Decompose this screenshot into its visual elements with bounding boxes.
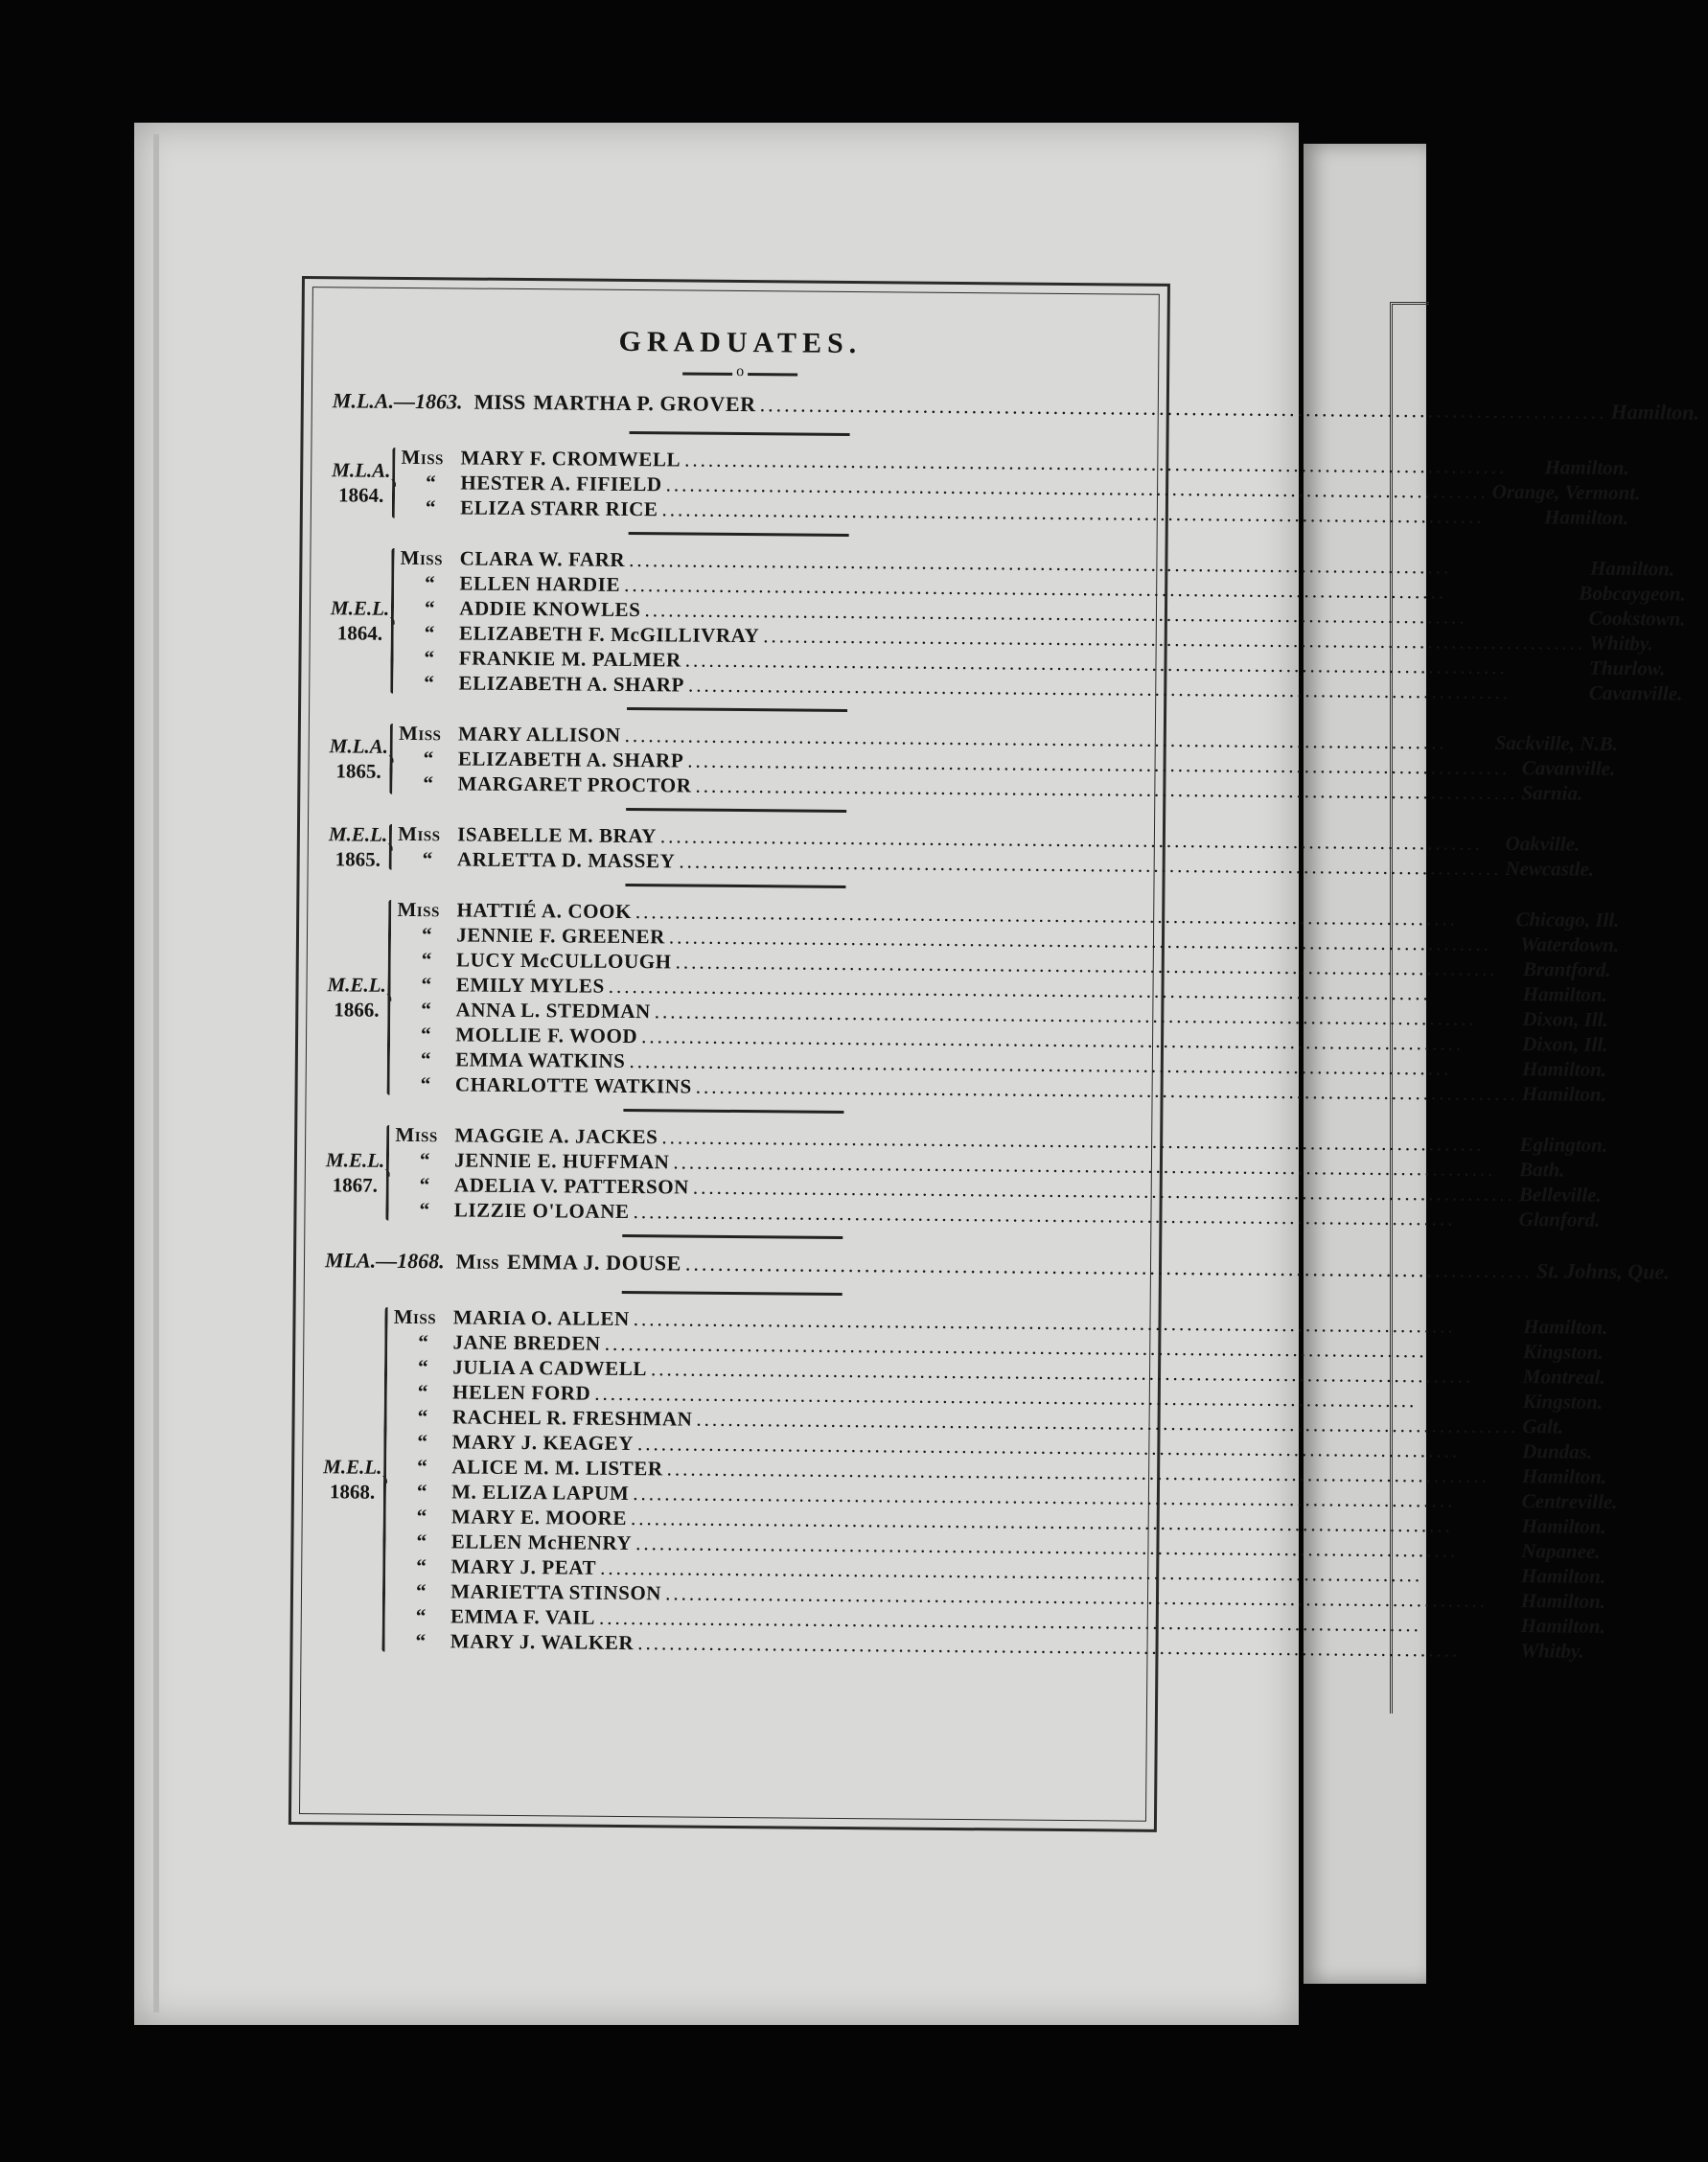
- graduate-place: Brantford.: [1522, 957, 1611, 981]
- graduate-place: Cavanville.: [1521, 756, 1616, 780]
- prefix: Miss: [395, 1122, 438, 1147]
- graduate-name: ADDIE KNOWLES: [459, 596, 641, 622]
- graduate-name: JENNIE F. GREENER: [456, 923, 666, 949]
- graduate-place: Sarnia.: [1521, 781, 1583, 805]
- brace: [392, 448, 396, 518]
- prefix: “: [421, 998, 431, 1022]
- divider: [626, 808, 846, 813]
- graduate-place: Dundas.: [1522, 1439, 1593, 1463]
- graduate-name: MARY J. KEAGEY: [451, 1430, 635, 1456]
- group-label: [327, 897, 387, 1097]
- brace: [390, 548, 394, 694]
- degree-label: M.L.A.: [332, 458, 391, 482]
- divider: [625, 884, 845, 888]
- graduate-name: ELLEN McHENRY: [450, 1530, 633, 1555]
- degree-label: MLA.—1868.: [324, 1248, 445, 1274]
- graduate-place: Whitby.: [1589, 631, 1653, 656]
- graduate-name: MARY E. MOORE: [450, 1505, 628, 1530]
- group-label: [321, 1304, 382, 1654]
- graduate-place: Chicago, Ill.: [1515, 908, 1620, 932]
- divider: [623, 1109, 843, 1114]
- graduate-name: MARIETTA STINSON: [450, 1579, 662, 1605]
- graduate-place: Cookstown.: [1588, 606, 1686, 631]
- degree-label: M.E.L.: [327, 973, 386, 997]
- graduate-group: [332, 445, 1641, 530]
- graduate-name: HATTIÉ A. COOK: [456, 898, 633, 924]
- graduate-place: Hamilton.: [1521, 1057, 1607, 1081]
- prefix: Miss: [400, 545, 444, 570]
- year-label: 1865.: [335, 847, 381, 871]
- prefix: “: [424, 596, 435, 620]
- degree-label: M.L.A.—1863.: [332, 388, 463, 414]
- brace: [390, 724, 394, 794]
- graduate-name: MARY J. PEAT: [450, 1554, 597, 1579]
- graduate-name: EMILY MYLES: [455, 973, 605, 998]
- group-label: [332, 445, 391, 520]
- prefix: Miss: [393, 1304, 437, 1329]
- graduate-name: ANNA L. STEDMAN: [455, 998, 651, 1024]
- graduate-place: Kingston.: [1522, 1390, 1604, 1414]
- prefix: Miss: [401, 445, 445, 470]
- divider: [622, 1291, 842, 1296]
- graduate-groups: [325, 445, 1686, 1241]
- graduate-name: EMMA WATKINS: [455, 1047, 626, 1072]
- prefix: “: [416, 1530, 427, 1553]
- page-title: GRADUATES.: [618, 325, 863, 360]
- graduate-place: Cavanville.: [1588, 680, 1683, 705]
- divider: [622, 1234, 842, 1239]
- graduate-place: Hamilton.: [1543, 505, 1629, 530]
- graduate-place: Hamilton.: [1521, 1514, 1606, 1538]
- prefix: Miss: [399, 721, 442, 746]
- prefix: “: [425, 571, 435, 595]
- graduate-place: Dixon, Ill.: [1522, 1032, 1608, 1056]
- graduate-name: ELIZABETH A. SHARP: [457, 747, 684, 772]
- graduate-name: ISABELLE M. BRAY: [457, 822, 658, 848]
- graduate-name: JANE BREDEN: [452, 1330, 601, 1355]
- group-label: [325, 1122, 384, 1223]
- brace: [386, 1125, 390, 1221]
- graduate-place: Hamilton.: [1522, 982, 1607, 1006]
- year-label: 1865.: [335, 759, 381, 783]
- prefix: “: [425, 495, 436, 519]
- year-label: 1864.: [336, 621, 383, 645]
- prefix: “: [418, 1330, 428, 1354]
- graduate-name: FRANKIE M. PALMER: [458, 646, 681, 672]
- graduate-place: Napanee.: [1521, 1539, 1601, 1563]
- prefix: “: [417, 1380, 428, 1404]
- divider: [629, 532, 849, 537]
- divider: [627, 707, 847, 712]
- prefix: “: [421, 1023, 431, 1046]
- prefix: “: [419, 1198, 430, 1222]
- graduate-name: ELIZA STARR RICE: [460, 495, 658, 521]
- graduate-name: JULIA A CADWELL: [452, 1355, 648, 1381]
- graduate-group: [328, 821, 1595, 881]
- graduates-list: [321, 317, 1700, 1664]
- graduate-name: MARY ALLISON: [458, 722, 621, 747]
- graduate-place: Hamilton.: [1589, 556, 1675, 581]
- graduate-place: Hamilton.: [1610, 399, 1700, 425]
- graduate-place: Glanford.: [1518, 1208, 1601, 1231]
- graduate-group: [327, 897, 1620, 1106]
- prefix: Miss: [397, 897, 440, 922]
- graduate-name: MOLLIE F. WOOD: [455, 1023, 638, 1048]
- prefix: “: [424, 621, 435, 645]
- page-edge: [153, 134, 159, 2012]
- entry-1863: [332, 388, 1700, 426]
- graduate-name: EMMA F. VAIL: [450, 1604, 596, 1629]
- graduate-place: Hamilton.: [1520, 1564, 1606, 1588]
- graduate-group: [329, 721, 1619, 805]
- graduate-place: Bobcaygeon.: [1579, 581, 1686, 606]
- graduate-group: [321, 1304, 1618, 1663]
- graduate-name: LIZZIE O'LOANE: [453, 1198, 630, 1224]
- graduate-place: Belleville.: [1518, 1183, 1602, 1207]
- prefix: “: [424, 646, 435, 670]
- degree-label: M.E.L.: [323, 1455, 382, 1479]
- prefix: “: [417, 1455, 427, 1479]
- graduate-place: Eglington.: [1519, 1133, 1608, 1157]
- prefix: “: [416, 1505, 427, 1529]
- year-label: 1867.: [332, 1173, 379, 1197]
- graduate-name: EMMA J. DOUSE: [506, 1249, 682, 1276]
- graduate-group: [325, 1122, 1608, 1231]
- graduate-place: Hamilton.: [1523, 1315, 1608, 1339]
- graduate-name: MARY J. WALKER: [450, 1629, 635, 1655]
- graduate-name: RACHEL R. FRESHMAN: [451, 1405, 693, 1431]
- graduate-name: ARLETTA D. MASSEY: [456, 847, 676, 873]
- brace: [389, 824, 392, 870]
- prefix: “: [421, 973, 432, 997]
- graduate-place: Thurlow.: [1588, 656, 1666, 680]
- title-ornament: o: [333, 359, 1147, 387]
- prefix: “: [417, 1430, 428, 1454]
- graduate-place: Centreville.: [1521, 1489, 1618, 1514]
- graduate-name: HELEN FORD: [452, 1380, 591, 1405]
- graduate-place: Waterdown.: [1520, 932, 1620, 957]
- year-label: 1864.: [337, 483, 384, 507]
- graduate-place: Hamilton.: [1521, 1464, 1607, 1488]
- prefix: “: [422, 847, 433, 871]
- graduate-name: ELLEN HARDIE: [459, 571, 621, 596]
- prefix: “: [421, 948, 432, 972]
- graduate-name: ALICE M. M. LISTER: [451, 1455, 663, 1481]
- prefix: “: [424, 671, 434, 695]
- prefix: Miss: [398, 821, 441, 846]
- prefix: Miss: [455, 1249, 500, 1274]
- graduate-place: Sackville, N.B.: [1494, 730, 1619, 755]
- graduate-group-1868: [321, 1304, 1618, 1663]
- graduate-name: MARY F. CROMWELL: [460, 446, 681, 472]
- graduates-frame: [289, 276, 1700, 1832]
- prefix: “: [421, 923, 432, 947]
- prefix: “: [417, 1355, 428, 1379]
- prefix: MISS: [473, 389, 526, 415]
- graduate-name: MARTHA P. GROVER: [533, 390, 756, 417]
- prefix: “: [415, 1604, 427, 1628]
- graduate-name: MARGARET PROCTOR: [457, 771, 692, 797]
- graduate-place: Hamilton.: [1520, 1589, 1606, 1613]
- prefix: “: [416, 1480, 427, 1504]
- brace: [382, 1307, 388, 1652]
- entry-1868-mla: [324, 1248, 1670, 1285]
- degree-label: M.E.L.: [328, 822, 388, 846]
- divider: [630, 431, 850, 436]
- graduate-place: Newcastle.: [1505, 856, 1595, 881]
- graduate-name: MAGGIE A. JACKES: [454, 1123, 658, 1149]
- graduate-name: LUCY McCULLOUGH: [455, 948, 672, 974]
- prefix: “: [417, 1405, 428, 1429]
- brace: [387, 900, 392, 1095]
- prefix: “: [423, 771, 434, 795]
- graduate-place: Oakville.: [1505, 831, 1581, 856]
- graduate-name: CHARLOTTE WATKINS: [454, 1072, 692, 1098]
- graduate-name: ELIZABETH A. SHARP: [458, 671, 685, 697]
- prefix: “: [426, 471, 436, 494]
- graduate-place: Hamilton.: [1521, 1082, 1606, 1106]
- group-label: [329, 821, 388, 872]
- graduate-place: Bath.: [1519, 1158, 1565, 1182]
- prefix: “: [416, 1554, 427, 1578]
- prefix: “: [420, 1072, 431, 1096]
- prefix: “: [415, 1579, 427, 1603]
- graduate-place: Hamilton.: [1520, 1614, 1605, 1638]
- graduate-name: M. ELIZA LAPUM: [451, 1480, 630, 1506]
- graduate-place: Orange, Vermont.: [1491, 479, 1641, 505]
- graduate-place: Whitby.: [1520, 1639, 1584, 1663]
- graduate-name: ADELIA V. PATTERSON: [453, 1173, 690, 1199]
- prefix: “: [420, 1047, 431, 1071]
- group-label: [329, 721, 388, 796]
- graduate-place: Galt.: [1522, 1414, 1564, 1438]
- degree-label: M.E.L.: [330, 596, 390, 620]
- prefix: “: [415, 1629, 427, 1653]
- prefix: “: [423, 747, 434, 770]
- graduate-name: JENNIE E. HUFFMAN: [454, 1148, 670, 1174]
- year-label: 1868.: [329, 1480, 376, 1504]
- graduate-name: CLARA W. FARR: [459, 546, 626, 571]
- graduate-place: Dixon, Ill.: [1522, 1007, 1608, 1031]
- degree-label: M.E.L.: [325, 1148, 385, 1172]
- group-label: [330, 545, 390, 696]
- year-label: 1866.: [334, 998, 380, 1022]
- graduate-place: St. Johns, Que.: [1535, 1258, 1670, 1284]
- graduate-name: MARIA O. ALLEN: [452, 1305, 630, 1331]
- degree-label: M.L.A.: [329, 734, 389, 758]
- graduate-place: Hamilton.: [1544, 455, 1629, 480]
- graduate-name: ELIZABETH F. McGILLIVRAY: [458, 621, 760, 648]
- graduate-name: HESTER A. FIFIELD: [460, 471, 662, 496]
- prefix: “: [419, 1148, 430, 1172]
- graduate-place: Montreal.: [1522, 1365, 1605, 1389]
- prefix: “: [419, 1173, 430, 1197]
- graduate-group: [330, 545, 1686, 705]
- graduate-place: Kingston.: [1522, 1340, 1604, 1364]
